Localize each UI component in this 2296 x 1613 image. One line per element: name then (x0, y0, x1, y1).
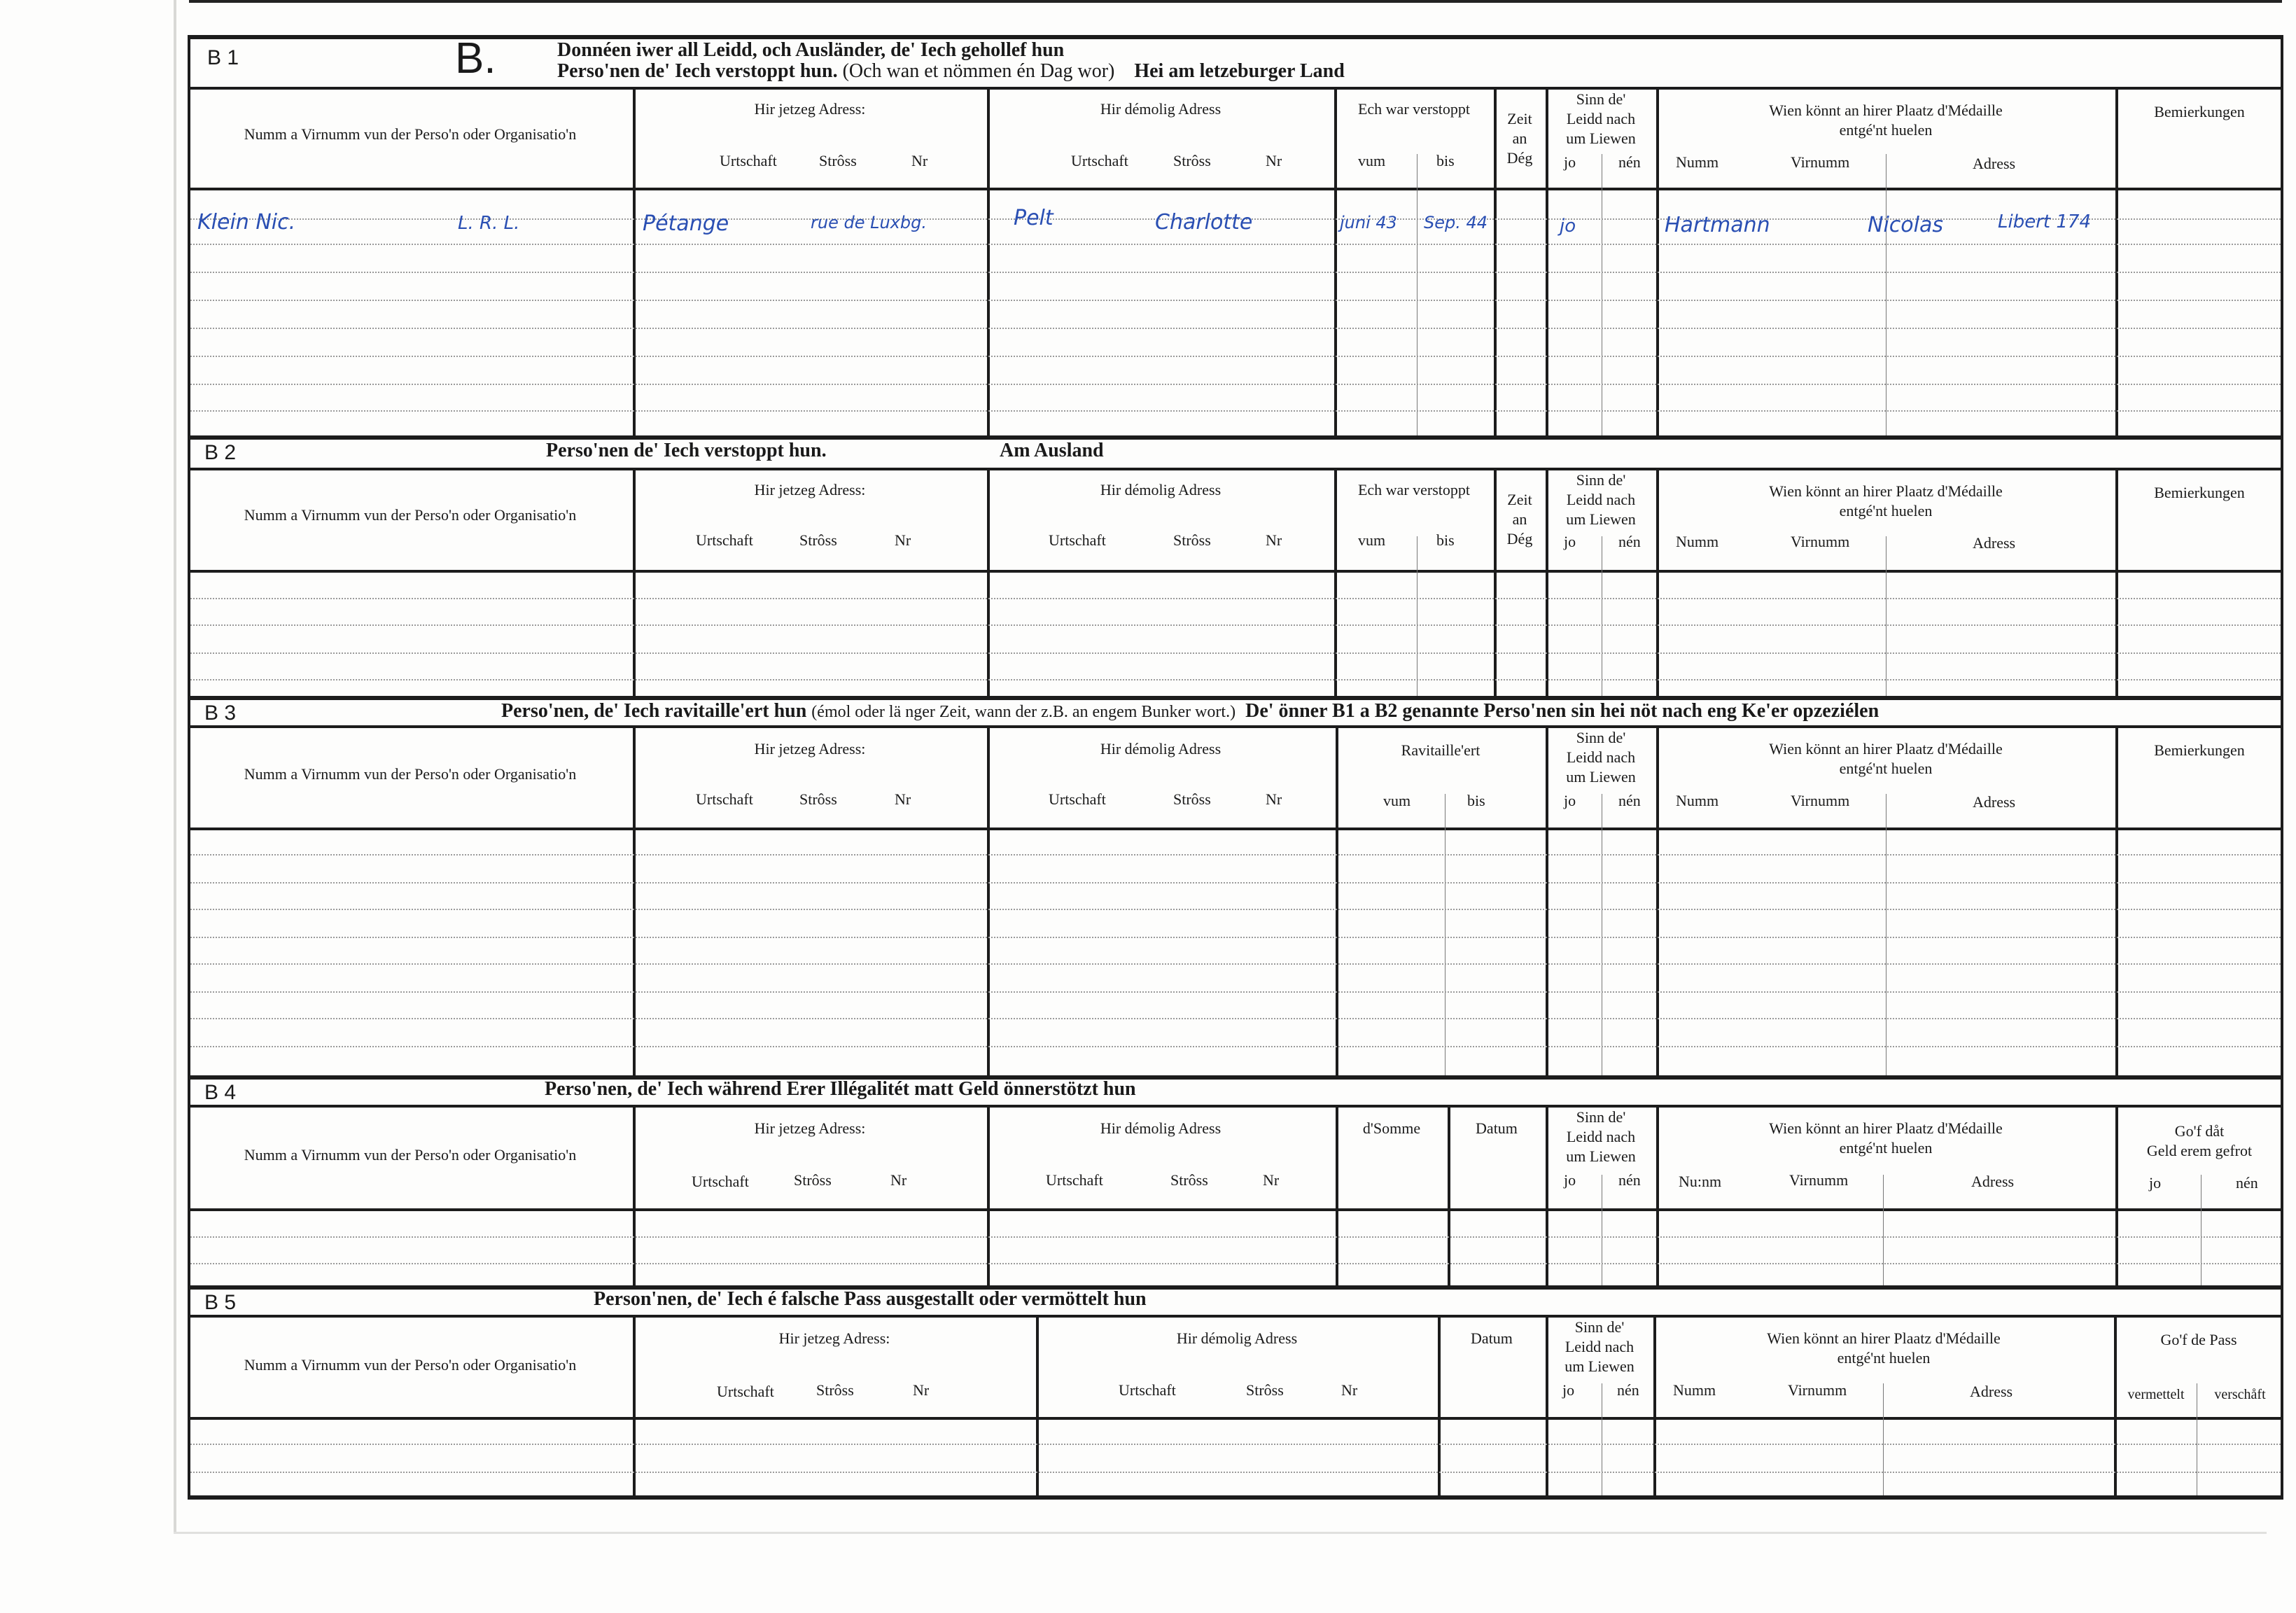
handwritten-demolig-ort: Pelt (1014, 206, 1054, 230)
section-border (188, 35, 2283, 435)
section-title-line2: Perso'nen de' Iech verstoppt hun. (Och wan et nömmen én Dag wor) Hei am letzeburger Land (557, 60, 1345, 82)
section-code: B 1 (207, 46, 239, 69)
section-border (188, 435, 2283, 696)
scan-bottom-edge (174, 1532, 2267, 1534)
top-rule (189, 0, 2282, 3)
handwritten-jetzeg-ort: Pétange (643, 211, 729, 236)
form-letter: B. (455, 34, 496, 83)
section-title: Person'nen, de' Iech é falsche Pass ausgestallt oder vermöttelt hun (594, 1288, 1147, 1310)
section-b5: B 5 Person'nen, de' Iech é falsche Pass ausgestallt oder vermöttelt hun Numm a Virnumm vun der Perso'n oder Organisatio'n Hir jetzeg Adress: Urtschaft Strôss Nr Hir démolig Adress Urtschaft Strôss Nr Datum Sinn de' Leidd nach um Liewen jo nén Wien könnt an hirer Plaatz d'Médaille entgé'nt huelen Numm Virnumm Adress Go'f de Pass vermettelt verschåft (188, 1285, 2283, 1500)
header-name: Numm a Virnumm vun der Perso'n oder Organisatio'n (244, 1356, 577, 1374)
section-title: Perso'nen, de' Iech während Erer Illégalitét matt Geld önnerstötzt hun (545, 1078, 1136, 1100)
header-datum: Datum (1476, 1119, 1518, 1137)
handwritten-jetzeg-str: rue de Luxbg. (811, 213, 927, 232)
handwritten-jo: jo (1560, 216, 1576, 237)
header-demolig-adress: Hir démolig Adress (1100, 100, 1222, 118)
scan-edge (174, 0, 176, 1533)
section-code: B 3 (204, 701, 237, 725)
section-code: B 4 (204, 1081, 237, 1104)
section-title: Perso'nen, de' Iech ravitaille'ert hun (émol oder lä nger Zeit, wann der z.B. an engem Bunker wort.) De' önner B1 a B2 genannte Perso'nen sin hei nöt nach eng Ke'er opzeziélen (501, 700, 1879, 722)
form-sheet (188, 35, 2283, 1505)
header-name: Numm a Virnumm vun der Perso'n oder Organisatio'n (244, 1146, 577, 1164)
header-bemierkungen: Bemierkungen (2154, 103, 2245, 120)
section-b2: B 2 Perso'nen de' Iech verstoppt hun. Am Ausland Numm a Virnumm vun der Perso'n oder Organisatio'n Hir jetzeg Adress: Urtschaft Strôss Nr Hir démolig Adress Urtschaft Strôss Nr Ech war verstoppt vum bis Zeit an Dég Sinn de' Leidd nach um Liewen jo nén Wien könnt an hirer Plaatz d'Médaille entgé'nt huelen Numm Virnumm Adress Bemierkungen (188, 435, 2283, 696)
handwritten-demolig-str: Charlotte (1155, 210, 1253, 235)
section-title: Perso'nen de' Iech verstoppt hun. (546, 440, 827, 461)
header-jetzeg-adress: Hir jetzeg Adress: (754, 100, 866, 118)
handwritten-org: L. R. L. (458, 213, 520, 234)
header-somme: d'Somme (1362, 1119, 1421, 1137)
header-medaille: Wien könnt an hirer Plaatz d'Médaille (1769, 102, 2003, 119)
section-code: B 2 (204, 441, 237, 464)
header-ravitaillert: Ravitaille'ert (1401, 741, 1480, 759)
section-title-b: Am Ausland (1000, 440, 1104, 461)
header-geld: Go'f dåt (2174, 1122, 2225, 1140)
header-pass: Go'f de Pass (2160, 1331, 2237, 1348)
handwritten-bis: Sep. 44 (1424, 213, 1488, 232)
handwritten-name: Klein Nic. (197, 210, 296, 235)
section-b3: B 3 Perso'nen, de' Iech ravitaille'ert hun (émol oder lä nger Zeit, wann der z.B. an engem Bunker wort.) De' önner B1 a B2 genannte Perso'nen sin hei nöt nach eng Ke'er opzeziélen Numm a Virnumm vun der Perso'n oder Organisatio'n Hir jetzeg Adress: Urtschaft Strôss Nr Hir démolig Adress Urtschaft Strôss Nr Ravitaille'ert vum bis Sinn de' Leidd nach um Liewen jo nén Wien könnt an hirer Plaatz d'Médaille entgé'nt huelen Numm Virnumm Adress Bemierkungen (188, 696, 2283, 1075)
handwritten-medaille-virnumm: Nicolas (1868, 213, 1943, 237)
handwritten-vum: juni 43 (1340, 213, 1397, 232)
section-code: B 5 (204, 1291, 237, 1314)
header-verstoppt: Ech war verstoppt (1357, 100, 1471, 118)
handwritten-medaille-adress: Libert 174 (1998, 211, 2091, 232)
section-title-line1: Donnéen iwer all Leidd, och Ausländer, de' Iech gehollef hun (557, 39, 1065, 61)
header-name: Numm a Virnumm vun der Perso'n oder Organisatio'n (244, 765, 577, 783)
section-b4: B 4 Perso'nen, de' Iech während Erer Illégalitét matt Geld önnerstötzt hun Numm a Virnumm vun der Perso'n oder Organisatio'n Hir jetzeg Adress: Urtschaft Strôss Nr Hir démolig Adress Urtschaft Strôss Nr d'Somme Datum Sinn de' Leidd nach um Liewen jo nén Wien könnt an hirer Plaatz d'Médaille entgé'nt huelen Nu:nm Virnumm Adress Go'f dåt Geld erem gefrot jo nén (188, 1075, 2283, 1285)
section-b1: B 1 B. Donnéen iwer all Leidd, och Ausländer, de' Iech gehollef hun Perso'nen de' Iech verstoppt hun. (Och wan et nömmen én Dag wor) Hei am letzeburger Land Numm a Virnumm vun der Perso'n oder Organisatio'n Hir jetzeg Adress: Urtschaft Strôss Nr Hir démolig Adress Urtschaft Strôss Nr Ech war verstoppt vum bis Zeit an Dég Sinn de' Leidd nach um Liewen jo nén Wien könnt an hirer Plaatz d'Médaille entgé'nt huelen Numm Virnumm Adress Bemierkungen Klein Nic. L. R. L. Pétange rue de Luxbg. Pelt Charlotte juni 43 Sep. 44 jo Hartmann Nicolas Libert 174 (188, 35, 2283, 435)
handwritten-medaille-numm: Hartmann (1665, 213, 1770, 237)
header-name: Numm a Virnumm vun der Perso'n oder Organisatio'n (244, 125, 577, 143)
header-name: Numm a Virnumm vun der Perso'n oder Organisatio'n (244, 506, 577, 524)
